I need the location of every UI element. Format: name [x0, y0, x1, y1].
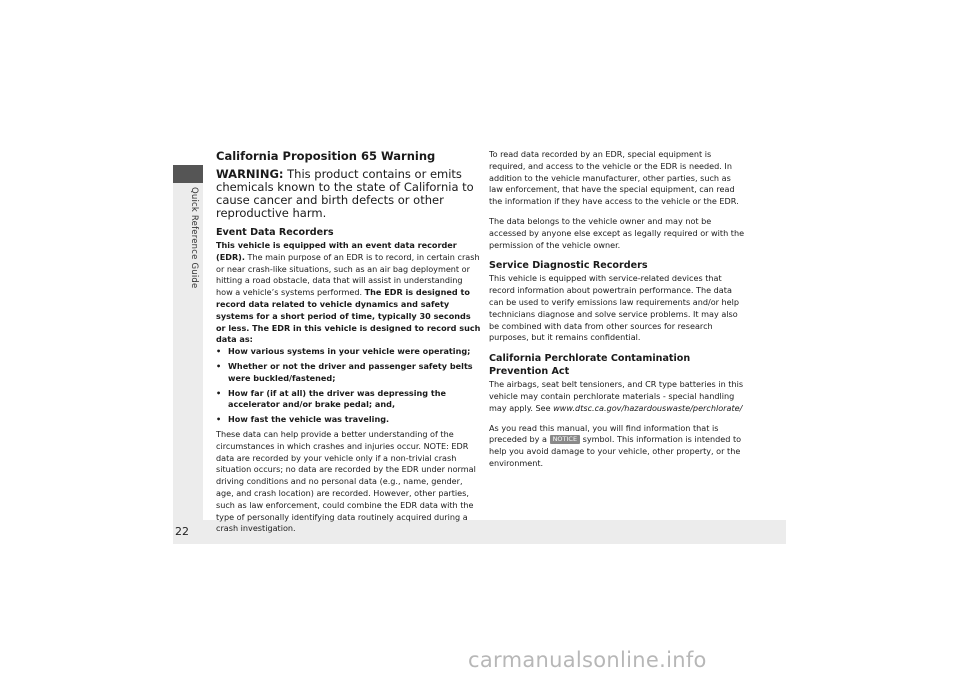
bullet-dot: • — [216, 360, 222, 371]
sdr-heading: Service Diagnostic Recorders — [489, 260, 648, 272]
bullet-dot: • — [216, 387, 222, 398]
prop65-heading: California Proposition 65 Warning — [216, 149, 436, 163]
edr-intro-paragraph — [216, 240, 481, 346]
list-item: • How various systems in your vehicle were operating; — [216, 346, 471, 357]
bullet-dot: • — [216, 346, 222, 357]
edr-closing-paragraph: These data can help provide a better understanding of the circumstances in which crashes and injuries occur. NOTE: EDR data are recorded by your vehicle only if a non-trivial crash situation occurs; no data are recorded by the EDR under normal driving conditions and no personal data (e.g., name, gender, age, and crash location) are recorded. However, other parties, such as law enforcement, could combine the EDR data with the type of personally identifying data routinely acquired during a crash investigation. — [216, 428, 476, 534]
notice-paragraph — [489, 423, 745, 470]
edr-bold-text: The EDR is designed to record data related to vehicle dynamics and safety systems for a short period of time, typically 30 seconds or less. The EDR in this vehicle is designed to record such data as: — [216, 287, 481, 345]
bullet-dot: • — [216, 414, 222, 425]
edr-ownership-paragraph: The data belongs to the vehicle owner and may not be accessed by anyone else except as legally required or with the permission of the vehicle owner. — [489, 215, 745, 250]
edr-access-paragraph: To read data recorded by an EDR, special equipment is required, and access to the vehicle or the EDR is needed. In addition to the vehicle manufacturer, other parties, such as law enforcement, that have the special equipment, can read the information if they have access to the vehicle or the EDR. — [489, 149, 739, 207]
notice-icon: NOTICE — [550, 435, 581, 444]
page-number: 22 — [175, 525, 189, 538]
notice-text-after: symbol. This information is intended to help you avoid damage to your vehicle, other property, or the environment. — [489, 434, 742, 468]
prop65-warning — [216, 168, 481, 220]
edr-intro-text: The main purpose of an EDR is to record, in certain crash or near crash-like situations, such as an air bag deployment or hitting a road obstacle, data that will assist in understanding how a vehicle’s systems performed. — [216, 251, 480, 298]
edr-bullet-list — [216, 346, 481, 426]
list-item: • Whether or not the driver and passenger safety belts were buckled/fastened; — [216, 360, 473, 383]
notice-text-before: As you read this manual, you will find information that is preceded by a — [489, 422, 719, 445]
perchlorate-url: www.dtsc.ca.gov/hazardouswaste/perchlorate/ — [553, 402, 743, 413]
list-item: • How fast the vehicle was traveling. — [216, 414, 390, 425]
right-column — [489, 149, 745, 478]
edr-heading: Event Data Recorders — [216, 227, 334, 238]
section-label: Quick Reference Guide — [189, 187, 199, 289]
warning-label: WARNING: — [216, 167, 284, 181]
sdr-paragraph: This vehicle is equipped with service-related devices that record information about powertrain performance. The data can be used to verify emissions law requirements and/or help technicians diagnose and solve service problems. It may also be combined with data from other sources for research purposes, but it remains confidential. — [489, 273, 740, 343]
perchlorate-text: The airbags, seat belt tensioners, and CR type batteries in this vehicle may contain perchlorate materials - special handling may apply. See — [489, 379, 744, 413]
perchlorate-heading: California Perchlorate Contamination Prevention Act — [489, 353, 691, 378]
perchlorate-paragraph — [489, 379, 745, 414]
warning-text: This product contains or emits chemicals known to the state of California to cause cancer and birth defects or other reproductive harm. — [216, 167, 474, 220]
watermark: carmanualsonline.info — [468, 648, 707, 672]
left-column — [216, 149, 481, 535]
list-item: • How far (if at all) the driver was depressing the accelerator and/or brake pedal; and, — [216, 387, 447, 410]
edr-intro-bold: This vehicle is equipped with an event data recorder (EDR). — [216, 240, 457, 262]
section-tab-marker — [173, 165, 203, 183]
